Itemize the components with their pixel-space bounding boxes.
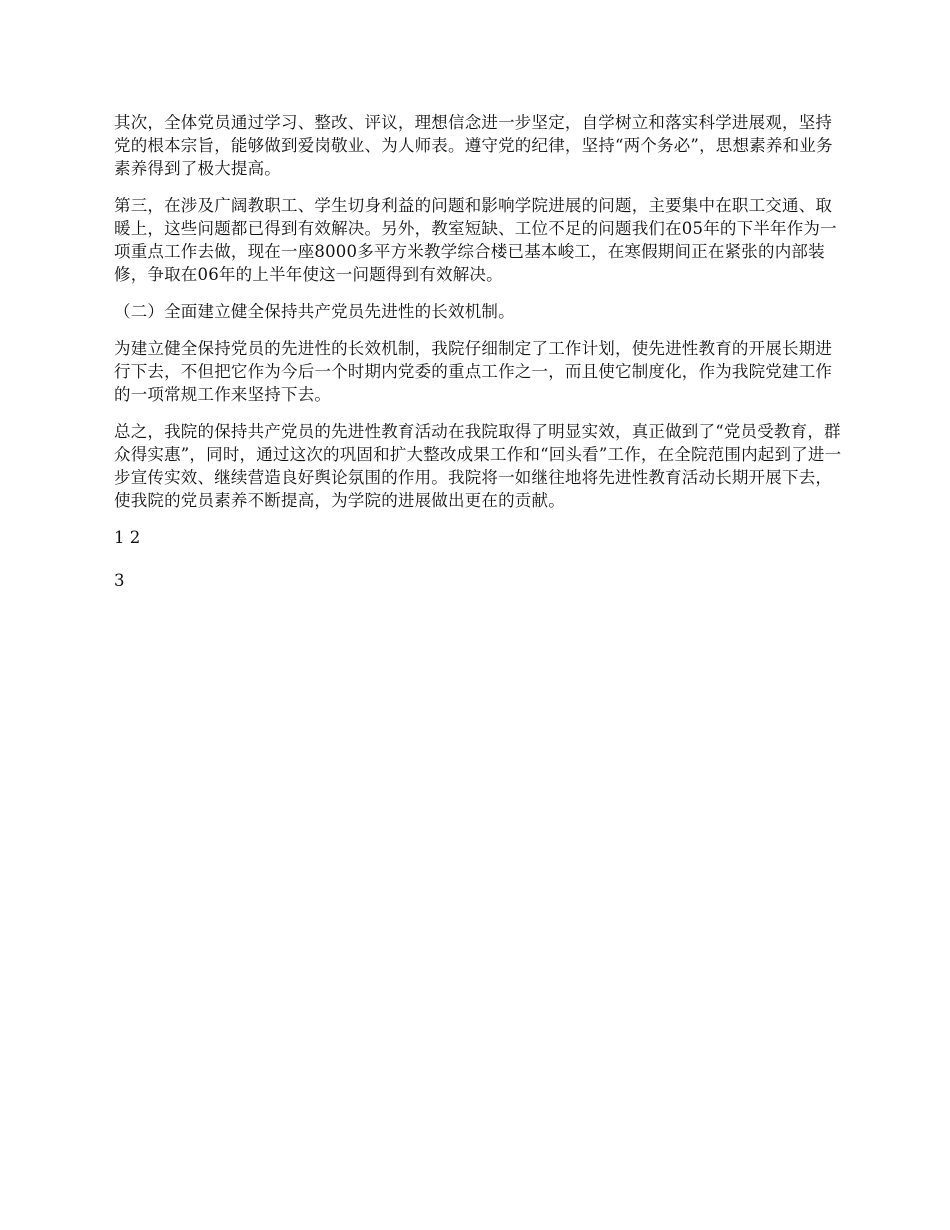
page-numbers-line-2: 3 (114, 571, 125, 590)
page-numbers-line-1: 1 2 (114, 528, 141, 547)
paragraph-third-point: 第三，在涉及广阔教职工、学生切身利益的问题和影响学院进展的问题，主要集中在职工交通、取暖上，这些问题都已得到有效解决。另外，教室短缺、工位不足的问题我们在05年的下半年作为一项重点工作去做，现在一座8000多平方米教学综合楼已基本峻工，在寒假期间正在紧张的内部装修，争取在06年的上半年使这一问题得到有效解决。 (114, 196, 837, 284)
section-heading-two: （二）全面建立健全保持共产党员先进性的长效机制。 (114, 302, 515, 321)
paragraph-conclusion: 总之，我院的保持共产党员的先进性教育活动在我院取得了明显实效，真正做到了“党员受教育，群众得实惠”，同时，通过这次的巩固和扩大整改成果工作和“回头看”工作，在全院范围内起到了进一步宣传实效、继续营造良好舆论氛围的作用。我院将一如继往地将先进性教育活动长期开展下去，使我院的党员素养不断提高，为学院的进展做出更在的贡献。 (114, 422, 842, 510)
paragraph-second-point: 其次，全体党员通过学习、整改、评议，理想信念进一步坚定，自学树立和落实科学进展观，坚持党的根本宗旨，能够做到爱岗敬业、为人师表。遵守党的纪律，坚持“两个务必”，思想素养和业务素养得到了极大提高。 (114, 113, 833, 178)
paragraph-long-term-mechanism: 为建立健全保持党员的先进性的长效机制，我院仔细制定了工作计划，使先进性教育的开展长期进行下去，不但把它作为今后一个时期内党委的重点工作之一，而且使它制度化，作为我院党建工作的一项常规工作来坚持下去。 (114, 339, 833, 404)
